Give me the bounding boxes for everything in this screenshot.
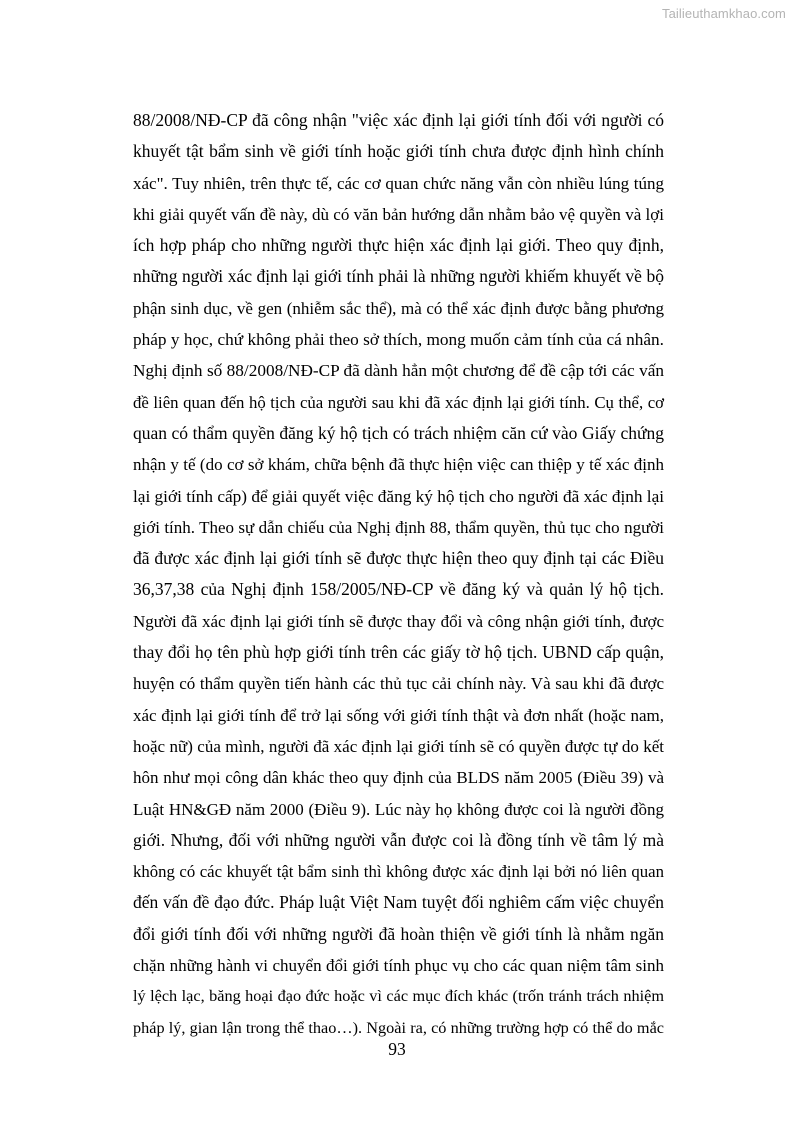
text-line: chặn những hành vi chuyển đổi giới tính phục vụ cho các quan niệm tâm sinh [133, 956, 664, 976]
text-line: thay đổi họ tên phù hợp giới tính trên các giấy tờ hộ tịch. UBND cấp quận, [133, 642, 664, 663]
body-text [133, 105, 664, 1044]
text-line: pháp y học, chứ không phải theo sở thích, mong muốn cảm tính của cá nhân. [133, 330, 664, 350]
text-line: đề liên quan đến hộ tịch của người sau khi đã xác định lại giới tính. Cụ thể, cơ [133, 392, 664, 412]
text-line: xác". Tuy nhiên, trên thực tế, các cơ quan chức năng vẫn còn nhiều lúng túng [133, 173, 664, 193]
text-line: giới tính. Theo sự dẫn chiếu của Nghị định 88, thẩm quyền, thủ tục cho người [133, 517, 664, 537]
text-line: Người đã xác định lại giới tính sẽ được thay đổi và công nhận giới tính, được [133, 611, 664, 631]
text-line: nhận y tế (do cơ sở khám, chữa bệnh đã thực hiện việc can thiệp y tế xác định [133, 455, 664, 475]
text-line: xác định lại giới tính để trở lại sống với giới tính thật và đơn nhất (hoặc nam, [133, 705, 664, 725]
text-line: đã được xác định lại giới tính sẽ được thực hiện theo quy định tại các Điều [133, 548, 664, 569]
text-line: huyện có thẩm quyền tiến hành các thủ tục cải chính này. Và sau khi đã được [133, 674, 664, 694]
watermark-text: Tailieuthamkhao.com [661, 6, 786, 21]
text-line: khuyết tật bẩm sinh về giới tính hoặc giới tính chưa được định hình chính [133, 141, 664, 162]
text-line: đến vấn đề đạo đức. Pháp luật Việt Nam tuyệt đối nghiêm cấm việc chuyển [133, 892, 664, 913]
page-number: 93 [388, 1039, 406, 1059]
text-line: hôn như mọi công dân khác theo quy định của BLDS năm 2005 (Điều 39) và [133, 768, 664, 788]
text-line: hoặc nữ) của mình, người đã xác định lại giới tính sẽ có quyền được tự do kết [133, 736, 664, 756]
text-line: phận sinh dục, về gen (nhiễm sắc thể), mà có thể xác định được bằng phương [133, 298, 664, 318]
text-line: 88/2008/NĐ-CP đã công nhận "việc xác định lại giới tính đối với người có [133, 110, 664, 130]
text-line: lý lệch lạc, băng hoại đạo đức hoặc vì các mục đích khác (trốn tránh trách nhiệm [133, 987, 664, 1006]
text-line: không có các khuyết tật bẩm sinh thì không được xác định lại bởi nó liên quan [133, 862, 664, 882]
text-line: ích hợp pháp cho những người thực hiện xác định lại giới. Theo quy định, [133, 235, 664, 256]
text-line: Luật HN&GĐ năm 2000 (Điều 9). Lúc này họ không được coi là người đồng [133, 799, 664, 819]
text-line: những người xác định lại giới tính phải là những người khiếm khuyết về bộ [133, 266, 664, 287]
text-line: đổi giới tính đối với những người đã hoàn thiện về giới tính là nhằm ngăn [133, 923, 664, 944]
text-line: quan có thẩm quyền đăng ký hộ tịch có trách nhiệm căn cứ vào Giấy chứng [133, 422, 664, 443]
text-line: pháp lý, gian lận trong thể thao…). Ngoài ra, có những trường hợp có thể do mắc [133, 1018, 664, 1037]
text-line: 36,37,38 của Nghị định 158/2005/NĐ-CP về đăng ký và quản lý hộ tịch. [133, 579, 664, 600]
text-line: lại giới tính cấp) để giải quyết việc đăng ký hộ tịch cho người đã xác định lại [133, 486, 665, 506]
text-line: Nghị định số 88/2008/NĐ-CP đã dành hẳn một chương để đề cập tới các vấn [133, 361, 664, 381]
text-line: giới. Nhưng, đối với những người vẫn được coi là đồng tính về tâm lý mà [133, 829, 664, 850]
text-line: khi giải quyết vấn đề này, dù có văn bản hướng dẫn nhằm bảo vệ quyền và lợi [133, 204, 664, 224]
